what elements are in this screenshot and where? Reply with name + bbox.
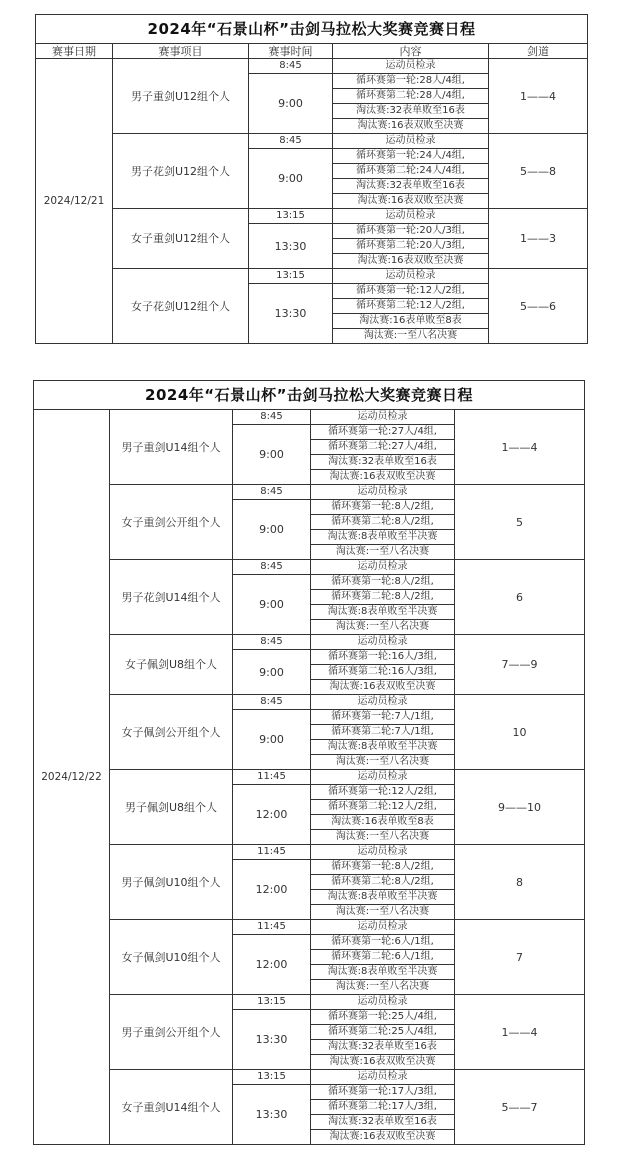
event-row	[36, 59, 588, 74]
event-row	[36, 269, 588, 284]
start-time: 13:30	[249, 224, 333, 269]
round-content: 循环赛第二轮:25人/4组,	[311, 1025, 455, 1040]
round-content: 淘汰赛:16表双败至决赛	[311, 1055, 455, 1070]
checkin-content: 运动员检录	[311, 995, 455, 1010]
piste-range: 5	[455, 485, 585, 560]
checkin-content: 运动员检录	[311, 410, 455, 425]
start-time: 9:00	[233, 650, 311, 695]
piste-range: 8	[455, 845, 585, 920]
round-content: 循环赛第一轮:7人/1组,	[311, 710, 455, 725]
round-content: 淘汰赛:16表双败至决赛	[333, 119, 489, 134]
event-row	[36, 134, 588, 149]
event-name: 男子花剑U14组个人	[110, 560, 233, 635]
event-name: 女子重剑公开组个人	[110, 485, 233, 560]
checkin-content: 运动员检录	[333, 134, 489, 149]
round-content: 循环赛第一轮:27人/4组,	[311, 425, 455, 440]
event-name: 女子佩剑U10组个人	[110, 920, 233, 995]
round-content: 循环赛第一轮:20人/3组,	[333, 224, 489, 239]
round-content: 淘汰赛:16表双败至决赛	[311, 470, 455, 485]
checkin-content: 运动员检录	[311, 485, 455, 500]
round-content: 淘汰赛:32表单败至16表	[333, 104, 489, 119]
checkin-content: 运动员检录	[311, 695, 455, 710]
checkin-time: 13:15	[249, 269, 333, 284]
event-row	[34, 695, 585, 710]
start-time: 13:30	[233, 1010, 311, 1070]
round-content: 淘汰赛:32表单败至16表	[333, 179, 489, 194]
header-event: 赛事项目	[113, 44, 249, 59]
start-time: 9:00	[233, 500, 311, 560]
event-name: 女子重剑U12组个人	[113, 209, 249, 269]
match-date: 2024/12/21	[36, 59, 113, 344]
round-content: 循环赛第二轮:16人/3组,	[311, 665, 455, 680]
checkin-time: 11:45	[233, 845, 311, 860]
checkin-time: 8:45	[249, 59, 333, 74]
schedule-table-day2	[33, 380, 585, 1145]
round-content: 淘汰赛:16表单败至8表	[311, 815, 455, 830]
event-name: 男子佩剑U8组个人	[110, 770, 233, 845]
round-content: 淘汰赛:8表单败至半决赛	[311, 965, 455, 980]
checkin-content: 运动员检录	[311, 560, 455, 575]
header-content: 内容	[333, 44, 489, 59]
round-content: 循环赛第一轮:8人/2组,	[311, 500, 455, 515]
event-row	[34, 560, 585, 575]
start-time: 13:30	[233, 1085, 311, 1145]
round-content: 循环赛第二轮:17人/3组,	[311, 1100, 455, 1115]
round-content: 循环赛第二轮:12人/2组,	[311, 800, 455, 815]
round-content: 淘汰赛:32表单败至16表	[311, 1115, 455, 1130]
event-row	[34, 635, 585, 650]
event-row	[36, 209, 588, 224]
start-time: 12:00	[233, 935, 311, 995]
start-time: 9:00	[233, 710, 311, 770]
checkin-content: 运动员检录	[311, 635, 455, 650]
piste-range: 1——4	[489, 59, 588, 134]
round-content: 循环赛第二轮:6人/1组,	[311, 950, 455, 965]
round-content: 循环赛第一轮:12人/2组,	[311, 785, 455, 800]
round-content: 淘汰赛:一至八名决赛	[311, 755, 455, 770]
match-date: 2024/12/22	[34, 410, 110, 1145]
start-time: 12:00	[233, 860, 311, 920]
piste-range: 10	[455, 695, 585, 770]
start-time: 9:00	[249, 74, 333, 134]
round-content: 淘汰赛:8表单败至半决赛	[311, 605, 455, 620]
event-name: 男子花剑U12组个人	[113, 134, 249, 209]
round-content: 淘汰赛:32表单败至16表	[311, 1040, 455, 1055]
round-content: 循环赛第二轮:8人/2组,	[311, 515, 455, 530]
event-row	[34, 1070, 585, 1085]
checkin-content: 运动员检录	[311, 1070, 455, 1085]
checkin-content: 运动员检录	[333, 269, 489, 284]
round-content: 淘汰赛:32表单败至16表	[311, 455, 455, 470]
round-content: 淘汰赛:16表双败至决赛	[311, 680, 455, 695]
round-content: 淘汰赛:一至八名决赛	[311, 620, 455, 635]
piste-range: 7	[455, 920, 585, 995]
round-content: 淘汰赛:一至八名决赛	[333, 329, 489, 344]
round-content: 循环赛第二轮:27人/4组,	[311, 440, 455, 455]
round-content: 淘汰赛:一至八名决赛	[311, 830, 455, 845]
checkin-content: 运动员检录	[311, 920, 455, 935]
round-content: 循环赛第一轮:28人/4组,	[333, 74, 489, 89]
event-row	[34, 845, 585, 860]
checkin-time: 8:45	[233, 560, 311, 575]
round-content: 循环赛第一轮:6人/1组,	[311, 935, 455, 950]
round-content: 淘汰赛:16表单败至8表	[333, 314, 489, 329]
start-time: 9:00	[249, 149, 333, 209]
round-content: 循环赛第二轮:8人/2组,	[311, 875, 455, 890]
piste-range: 5——7	[455, 1070, 585, 1145]
checkin-content: 运动员检录	[311, 770, 455, 785]
event-row	[34, 770, 585, 785]
round-content: 循环赛第二轮:24人/4组,	[333, 164, 489, 179]
piste-range: 1——4	[455, 995, 585, 1070]
event-name: 女子重剑U14组个人	[110, 1070, 233, 1145]
checkin-time: 8:45	[233, 635, 311, 650]
round-content: 循环赛第一轮:16人/3组,	[311, 650, 455, 665]
start-time: 13:30	[249, 284, 333, 344]
schedule-title: 2024年“石景山杯”击剑马拉松大奖赛竞赛日程	[36, 15, 588, 44]
piste-range: 9——10	[455, 770, 585, 845]
round-content: 淘汰赛:一至八名决赛	[311, 980, 455, 995]
checkin-time: 13:15	[249, 209, 333, 224]
header-piste: 剑道	[489, 44, 588, 59]
round-content: 循环赛第二轮:7人/1组,	[311, 725, 455, 740]
event-name: 男子重剑公开组个人	[110, 995, 233, 1070]
schedule-table-day1	[35, 14, 588, 344]
checkin-time: 8:45	[233, 485, 311, 500]
piste-range: 5——8	[489, 134, 588, 209]
checkin-content: 运动员检录	[311, 845, 455, 860]
round-content: 循环赛第一轮:12人/2组,	[333, 284, 489, 299]
round-content: 淘汰赛:8表单败至半决赛	[311, 740, 455, 755]
round-content: 循环赛第一轮:25人/4组,	[311, 1010, 455, 1025]
round-content: 淘汰赛:16表双败至决赛	[311, 1130, 455, 1145]
checkin-time: 8:45	[233, 410, 311, 425]
piste-range: 1——3	[489, 209, 588, 269]
round-content: 淘汰赛:8表单败至半决赛	[311, 530, 455, 545]
checkin-time: 13:15	[233, 995, 311, 1010]
round-content: 淘汰赛:16表双败至决赛	[333, 194, 489, 209]
round-content: 循环赛第一轮:8人/2组,	[311, 575, 455, 590]
header-time: 赛事时间	[249, 44, 333, 59]
start-time: 12:00	[233, 785, 311, 845]
event-name: 女子佩剑公开组个人	[110, 695, 233, 770]
checkin-time: 8:45	[233, 695, 311, 710]
event-name: 男子重剑U14组个人	[110, 410, 233, 485]
event-name: 男子佩剑U10组个人	[110, 845, 233, 920]
checkin-content: 运动员检录	[333, 209, 489, 224]
event-row	[34, 995, 585, 1010]
start-time: 9:00	[233, 575, 311, 635]
event-row	[34, 485, 585, 500]
checkin-time: 13:15	[233, 1070, 311, 1085]
event-row	[34, 920, 585, 935]
round-content: 循环赛第一轮:17人/3组,	[311, 1085, 455, 1100]
round-content: 淘汰赛:一至八名决赛	[311, 545, 455, 560]
checkin-time: 8:45	[249, 134, 333, 149]
round-content: 淘汰赛:8表单败至半决赛	[311, 890, 455, 905]
round-content: 循环赛第二轮:8人/2组,	[311, 590, 455, 605]
checkin-content: 运动员检录	[333, 59, 489, 74]
schedule-title: 2024年“石景山杯”击剑马拉松大奖赛竞赛日程	[34, 381, 585, 410]
piste-range: 1——4	[455, 410, 585, 485]
header-date: 赛事日期	[36, 44, 113, 59]
event-row	[34, 410, 585, 425]
round-content: 循环赛第二轮:20人/3组,	[333, 239, 489, 254]
round-content: 淘汰赛:一至八名决赛	[311, 905, 455, 920]
start-time: 9:00	[233, 425, 311, 485]
event-name: 女子佩剑U8组个人	[110, 635, 233, 695]
round-content: 淘汰赛:16表双败至决赛	[333, 254, 489, 269]
event-name: 女子花剑U12组个人	[113, 269, 249, 344]
round-content: 循环赛第二轮:28人/4组,	[333, 89, 489, 104]
piste-range: 7——9	[455, 635, 585, 695]
piste-range: 5——6	[489, 269, 588, 344]
checkin-time: 11:45	[233, 770, 311, 785]
piste-range: 6	[455, 560, 585, 635]
round-content: 循环赛第一轮:24人/4组,	[333, 149, 489, 164]
round-content: 循环赛第二轮:12人/2组,	[333, 299, 489, 314]
checkin-time: 11:45	[233, 920, 311, 935]
round-content: 循环赛第一轮:8人/2组,	[311, 860, 455, 875]
event-name: 男子重剑U12组个人	[113, 59, 249, 134]
